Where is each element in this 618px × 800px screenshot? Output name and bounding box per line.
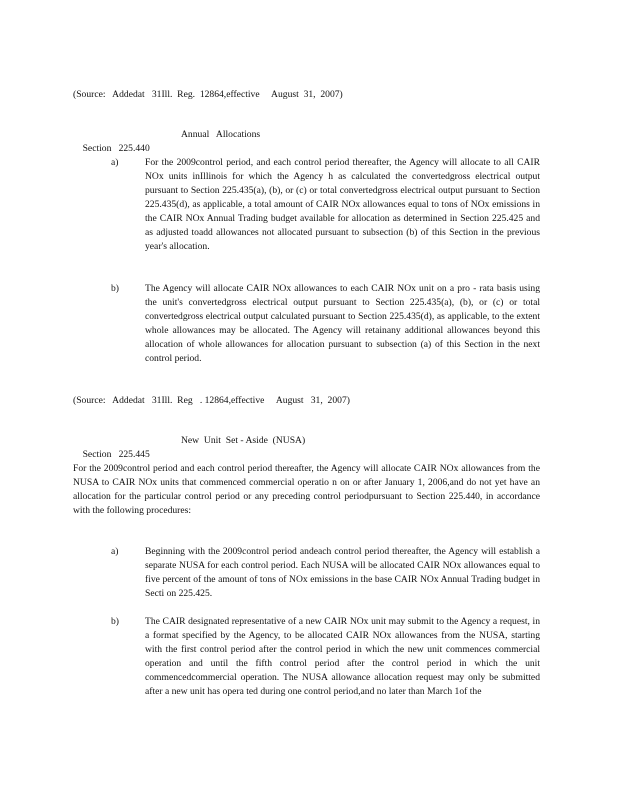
- section-title: New Unit Set - Aside (NUSA): [181, 435, 306, 446]
- item-text-b: The CAIR designated representative of a new CAIR NOx unit may submit to the Agency a request, in a format specified by the Agency, to be allocated CAIR NOx allowances from the NUSA, starting with the first control period after the control period in which the new unit commences commercial operation and until the fifth control period after the control period in which the unit commencedcommercial operation. The NUSA allowance allocation request may only be submitted after a new unit has opera ted during one control period,and no later than March 1of the: [145, 616, 540, 697]
- item-label-b: b): [111, 616, 119, 627]
- section-intro: For the 2009control period and each control period thereafter, the Agency will allocate CAIR NOx allowances from the NUSA to CAIR NOx units that commenced commercial operatio n on or after January 1, 2006,and do not yet have an allocation for the particular control period or any preceding control periodpursuant to Section 225.440, in accordance with the following procedures:: [73, 463, 540, 516]
- source-note-1: (Source: Addedat 31Ill. Reg. 12864,effective August 31, 2007): [73, 89, 343, 100]
- item-text-b: The Agency will allocate CAIR NOx allowances to each CAIR NOx unit on a pro - rata basis using the unit's convertedgross electrical output pursuant to Section 225.435(a), (b), or (c) or total convertedgross electrical output calculated pursuant to Section 225.435(d), as applicable, to the extent whole allowances may be allocated. The Agency will retainany additional allowances beyond this allocation of whole allowances for allocation pursuant to subsection (a) of this Section in the next control period.: [145, 283, 540, 364]
- item-text-a: For the 2009control period, and each control period thereafter, the Agency will allocate to all CAIR NOx units inIllinois for which the Agency h as calculated the convertedgross electrical output pursuant to Section 225.435(a), (b), or (c) or total convertedgross electrical output pursuant to Section 225.435(d), as applicable, a total amount of CAIR NOx allowances equal to tons of NOx emissions in the CAIR NOx Annual Trading budget available for allocation as determined in Section 225.425 and as adjusted toadd allowances not allocated pursuant to subsection (b) of this Section in the previous year's allocation.: [145, 157, 540, 252]
- section-number: Section 225.440: [82, 143, 150, 154]
- item-text-a: Beginning with the 2009control period andeach control period thereafter, the Agency will establish a separate NUSA for each control period. Each NUSA will be allocated CAIR NOx allowances equal to five percent of the amount of tons of NOx emissions in the base CAIR NOx Annual Trading budget in Secti on 225.425.: [145, 546, 540, 599]
- item-label-a: a): [111, 546, 119, 557]
- section-title: Annual Allocations: [181, 129, 261, 140]
- section-number: Section 225.445: [82, 449, 150, 460]
- item-label-b: b): [111, 283, 119, 294]
- source-note-2: (Source: Addedat 31Ill. Reg . 12864,effective August 31, 2007): [73, 395, 350, 406]
- item-label-a: a): [111, 157, 119, 168]
